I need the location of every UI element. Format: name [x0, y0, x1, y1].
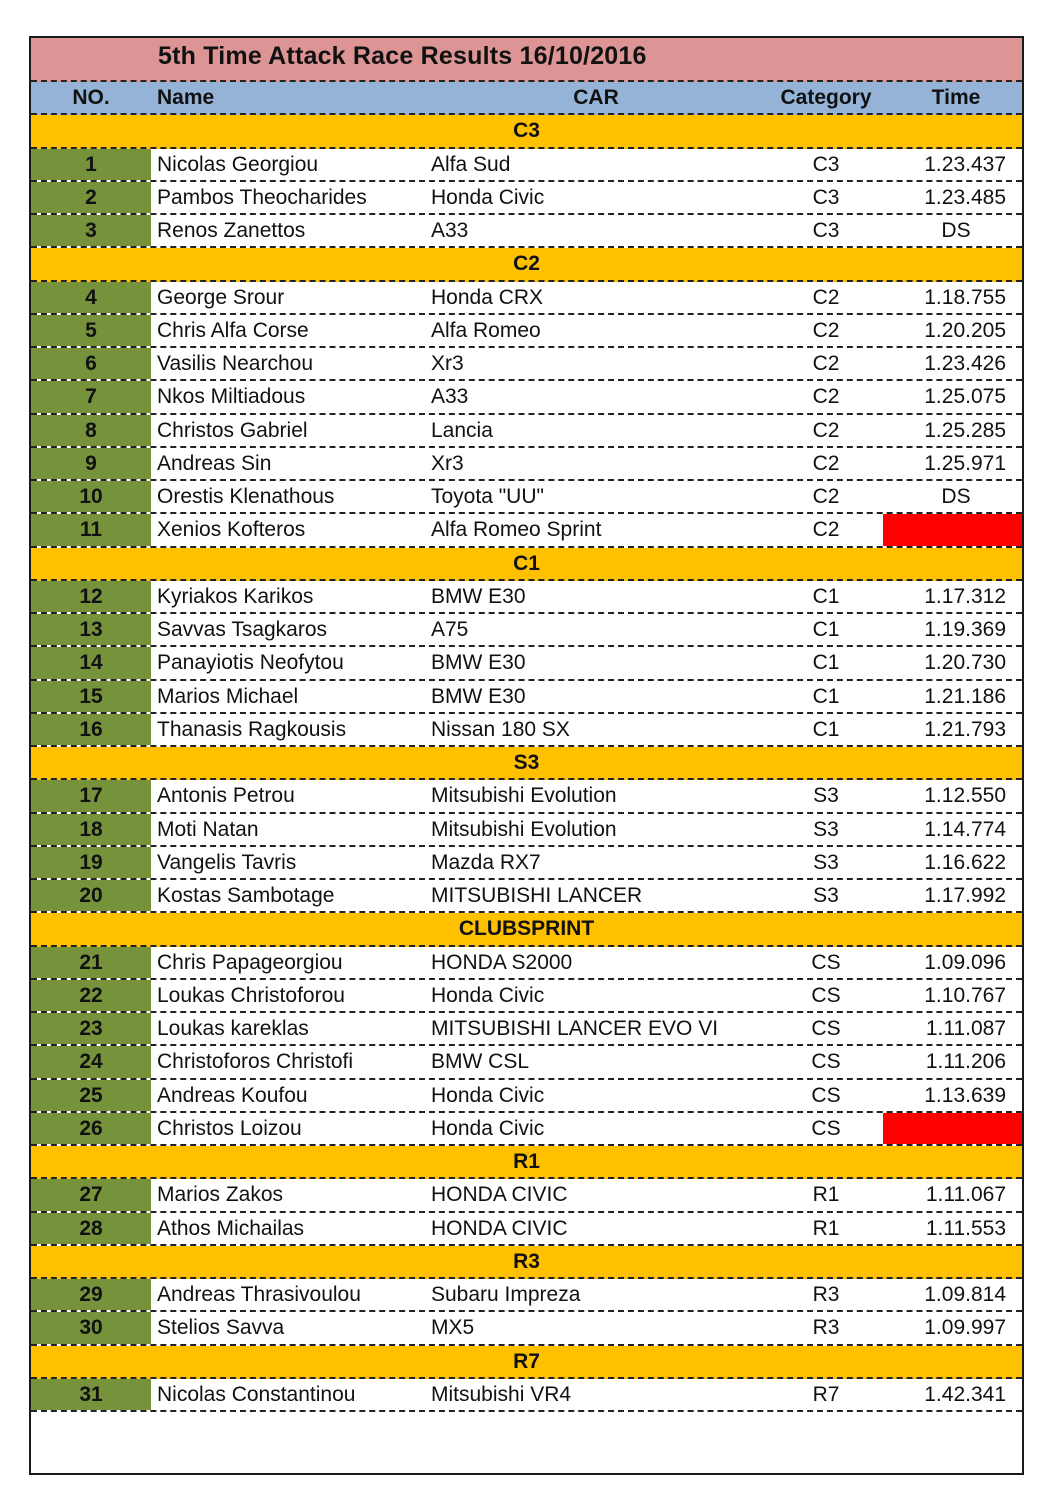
results-sheet	[29, 36, 1024, 1475]
results-body	[31, 115, 1022, 1412]
table-row	[31, 814, 1022, 847]
cell-category: C2	[812, 285, 840, 309]
cell-car: Alfa Sud	[431, 152, 511, 176]
cell-name: Loukas kareklas	[157, 1017, 309, 1040]
cell-category: CS	[811, 1083, 841, 1107]
cell-category: C1	[812, 717, 840, 741]
cell-time: 1.17.312	[924, 584, 1006, 608]
cell-name: Renos Zanettos	[157, 219, 306, 242]
cell-name: Antonis Petrou	[157, 784, 295, 808]
cell-car: HONDA S2000	[431, 950, 573, 974]
cell-time: 1.11.553	[925, 1216, 1006, 1240]
cell-name: George Srour	[157, 285, 285, 309]
header-row	[31, 82, 1022, 115]
cell-time: 1.14.774	[924, 817, 1006, 841]
cell-no: 16	[31, 714, 151, 745]
category-band: R7	[31, 1346, 1022, 1379]
cell-time: 1.25.971	[924, 451, 1006, 475]
table-row	[31, 1080, 1022, 1113]
cell-car: Nissan 180 SX	[431, 717, 570, 741]
cell-name: Vangelis Tavris	[157, 850, 297, 874]
cell-time: 1.13.639	[924, 1083, 1006, 1107]
cell-name: Thanasis Ragkousis	[157, 717, 347, 741]
title-row	[31, 38, 1022, 82]
page-title: 5th Time Attack Race Results 16/10/2016	[158, 42, 647, 70]
cell-time: 1.23.485	[924, 185, 1006, 209]
header-name: Name	[157, 86, 215, 109]
cell-time: DS	[941, 219, 971, 242]
cell-car: Xr3	[431, 451, 464, 475]
cell-time: 1.11.067	[925, 1183, 1006, 1207]
table-row	[31, 980, 1022, 1013]
table-row	[31, 481, 1022, 514]
cell-name: Marios Michael	[157, 684, 299, 708]
cell-name: Christos Gabriel	[157, 418, 308, 442]
cell-no: 11	[31, 514, 151, 545]
cell-car: Toyota "UU"	[431, 485, 544, 508]
cell-no: 28	[31, 1213, 151, 1244]
cell-no: 7	[31, 381, 151, 412]
cell-car: Honda CRX	[431, 285, 544, 309]
category-band: R3	[31, 1246, 1022, 1279]
table-row	[31, 947, 1022, 980]
table-row	[31, 315, 1022, 348]
blank-row	[31, 1412, 1022, 1445]
category-band: R1	[31, 1146, 1022, 1179]
table-row	[31, 1213, 1022, 1246]
cell-no: 20	[31, 880, 151, 911]
cell-time: 1.09.997	[924, 1316, 1006, 1340]
cell-no: 19	[31, 847, 151, 878]
table-row	[31, 1013, 1022, 1046]
cell-category: C3	[812, 185, 840, 209]
cell-time: 1.10.767	[924, 983, 1006, 1007]
cell-name: Savvas Tsagkaros	[157, 618, 328, 641]
cell-name: Kyriakos Karikos	[157, 584, 314, 608]
cell-no: 29	[31, 1279, 151, 1310]
cell-name: Christoforos Christofi	[157, 1050, 354, 1074]
cell-category: CS	[811, 983, 841, 1007]
cell-name: Stelios Savva	[157, 1316, 285, 1340]
cell-name: Vasilis Nearchou	[157, 352, 314, 375]
cell-time: 1.18.755	[924, 285, 1006, 309]
cell-no: 12	[31, 581, 151, 612]
cell-category: R3	[812, 1283, 840, 1306]
cell-time: 1.19.369	[924, 618, 1006, 641]
cell-car: A33	[431, 219, 469, 242]
table-row	[31, 714, 1022, 747]
table-row	[31, 681, 1022, 714]
cell-car: Honda Civic	[431, 1116, 545, 1140]
cell-category: CS	[811, 1116, 841, 1140]
cell-time: 1.21.793	[924, 717, 1006, 741]
table-row	[31, 348, 1022, 381]
cell-category: C1	[812, 684, 840, 708]
cell-car: Alfa Romeo	[431, 318, 541, 342]
cell-time: 1.16.622	[924, 850, 1006, 874]
cell-category: CS	[811, 1017, 841, 1040]
table-row	[31, 780, 1022, 813]
cell-time: 1.11.206	[925, 1050, 1006, 1074]
cell-car: A33	[431, 385, 469, 409]
table-row	[31, 381, 1022, 414]
cell-no: 1	[31, 149, 151, 180]
cell-car: Mazda RX7	[431, 850, 541, 874]
table-row	[31, 182, 1022, 215]
cell-car: Xr3	[431, 352, 464, 375]
cell-time: 1.20.730	[924, 651, 1006, 675]
cell-name: Christos Loizou	[157, 1116, 302, 1140]
cell-car: MX5	[431, 1316, 475, 1340]
cell-car: Subaru Impreza	[431, 1283, 581, 1306]
category-band: S3	[31, 747, 1022, 780]
cell-no: 27	[31, 1179, 151, 1210]
cell-category: C2	[812, 418, 840, 442]
cell-category: R1	[812, 1183, 840, 1207]
table-row	[31, 282, 1022, 315]
cell-car: Honda Civic	[431, 1083, 545, 1107]
table-row	[31, 847, 1022, 880]
cell-no: 22	[31, 980, 151, 1011]
cell-car: Mitsubishi Evolution	[431, 817, 617, 841]
cell-no: 4	[31, 282, 151, 313]
cell-category: C3	[812, 219, 840, 242]
cell-no: 18	[31, 814, 151, 845]
cell-time: DS	[941, 485, 971, 508]
header-category: Category	[780, 86, 872, 109]
cell-category: CS	[811, 950, 841, 974]
cell-no: 3	[31, 215, 151, 246]
cell-car: A75	[431, 618, 469, 641]
cell-time: 1.23.437	[924, 152, 1006, 176]
cell-time: 1.20.205	[924, 318, 1006, 342]
cell-name: Loukas Christoforou	[157, 983, 345, 1007]
cell-category: C2	[812, 385, 840, 409]
category-band: C3	[31, 115, 1022, 148]
table-row	[31, 614, 1022, 647]
cell-no: 9	[31, 448, 151, 479]
cell-time: 1.25.075	[924, 385, 1006, 409]
cell-no: 26	[31, 1113, 151, 1144]
cell-car: BMW E30	[431, 684, 526, 708]
cell-name: Kostas Sambotage	[157, 884, 335, 907]
cell-no: 2	[31, 182, 151, 213]
cell-name: Andreas Koufou	[157, 1083, 308, 1107]
table-row	[31, 1113, 1022, 1146]
table-row	[31, 1379, 1022, 1412]
cell-name: Xenios Kofteros	[157, 518, 306, 542]
category-band: C1	[31, 548, 1022, 581]
cell-category: S3	[813, 817, 839, 841]
table-row	[31, 880, 1022, 913]
cell-name: Athos Michailas	[157, 1216, 305, 1240]
cell-car: Lancia	[431, 418, 493, 442]
table-row	[31, 415, 1022, 448]
cell-car: HONDA CIVIC	[431, 1216, 568, 1240]
cell-category: C2	[812, 485, 840, 508]
header-no: NO.	[72, 86, 110, 109]
cell-no: 6	[31, 348, 151, 379]
cell-category: C2	[812, 352, 840, 375]
cell-category: CS	[811, 1050, 841, 1074]
cell-name: Marios Zakos	[157, 1183, 284, 1207]
table-row	[31, 647, 1022, 680]
cell-name: Panayiotis Neofytou	[157, 651, 344, 675]
cell-category: S3	[813, 850, 839, 874]
cell-name: Orestis Klenathous	[157, 485, 335, 508]
table-row	[31, 581, 1022, 614]
cell-no: 15	[31, 681, 151, 712]
cell-category: R3	[812, 1316, 840, 1340]
cell-category: C1	[812, 584, 840, 608]
cell-name: Pambos Theocharides	[157, 185, 367, 209]
category-band: C2	[31, 248, 1022, 281]
cell-time: 1.11.087	[925, 1017, 1006, 1040]
cell-time	[886, 1113, 1006, 1144]
cell-time	[886, 514, 1006, 545]
cell-time: 1.21.186	[924, 684, 1006, 708]
cell-no: 31	[31, 1379, 151, 1410]
cell-no: 30	[31, 1312, 151, 1343]
category-band: CLUBSPRINT	[31, 913, 1022, 946]
cell-category: S3	[813, 884, 839, 907]
cell-category: C2	[812, 518, 840, 542]
cell-name: Chris Papageorgiou	[157, 950, 343, 974]
table-row	[31, 1179, 1022, 1212]
cell-name: Andreas Thrasivoulou	[157, 1283, 361, 1306]
cell-no: 25	[31, 1080, 151, 1111]
cell-time: 1.09.096	[924, 950, 1006, 974]
cell-no: 5	[31, 315, 151, 346]
header-car: CAR	[573, 86, 619, 109]
cell-car: Honda Civic	[431, 983, 545, 1007]
cell-time: 1.42.341	[924, 1382, 1006, 1406]
cell-no: 17	[31, 780, 151, 811]
cell-car: Alfa Romeo Sprint	[431, 518, 602, 542]
cell-time: 1.09.814	[924, 1283, 1006, 1306]
table-row	[31, 448, 1022, 481]
cell-time: 1.17.992	[924, 884, 1006, 907]
table-row	[31, 149, 1022, 182]
cell-time: 1.25.285	[924, 418, 1006, 442]
cell-no: 10	[31, 481, 151, 512]
cell-name: Chris Alfa Corse	[157, 318, 309, 342]
table-row	[31, 215, 1022, 248]
cell-no: 8	[31, 415, 151, 446]
cell-car: BMW E30	[431, 584, 526, 608]
cell-category: C2	[812, 451, 840, 475]
cell-name: Moti Natan	[157, 817, 259, 841]
cell-category: R1	[812, 1216, 840, 1240]
cell-name: Nkos Miltiadous	[157, 385, 306, 409]
cell-time: 1.23.426	[924, 352, 1006, 375]
cell-name: Nicolas Constantinou	[157, 1382, 356, 1406]
table-row	[31, 1312, 1022, 1345]
cell-no: 21	[31, 947, 151, 978]
cell-car: Mitsubishi Evolution	[431, 784, 617, 808]
cell-no: 14	[31, 647, 151, 678]
cell-car: BMW CSL	[431, 1050, 530, 1074]
cell-name: Nicolas Georgiou	[157, 152, 319, 176]
cell-category: R7	[812, 1382, 840, 1406]
cell-category: C1	[812, 618, 840, 641]
cell-car: HONDA CIVIC	[431, 1183, 568, 1207]
cell-car: Honda Civic	[431, 185, 545, 209]
cell-category: C1	[812, 651, 840, 675]
cell-time: 1.12.550	[924, 784, 1006, 808]
table-row	[31, 1046, 1022, 1079]
header-time: Time	[931, 86, 981, 109]
table-row	[31, 1279, 1022, 1312]
cell-name: Andreas Sin	[157, 451, 272, 475]
cell-no: 13	[31, 614, 151, 645]
table-row	[31, 514, 1022, 547]
cell-car: Mitsubishi VR4	[431, 1382, 572, 1406]
cell-no: 24	[31, 1046, 151, 1077]
cell-category: C2	[812, 318, 840, 342]
cell-no: 23	[31, 1013, 151, 1044]
cell-car: BMW E30	[431, 651, 526, 675]
cell-category: C3	[812, 152, 840, 176]
cell-car: MITSUBISHI LANCER EVO VI	[431, 1017, 719, 1040]
cell-car: MITSUBISHI LANCER	[431, 884, 643, 907]
cell-category: S3	[813, 784, 839, 808]
